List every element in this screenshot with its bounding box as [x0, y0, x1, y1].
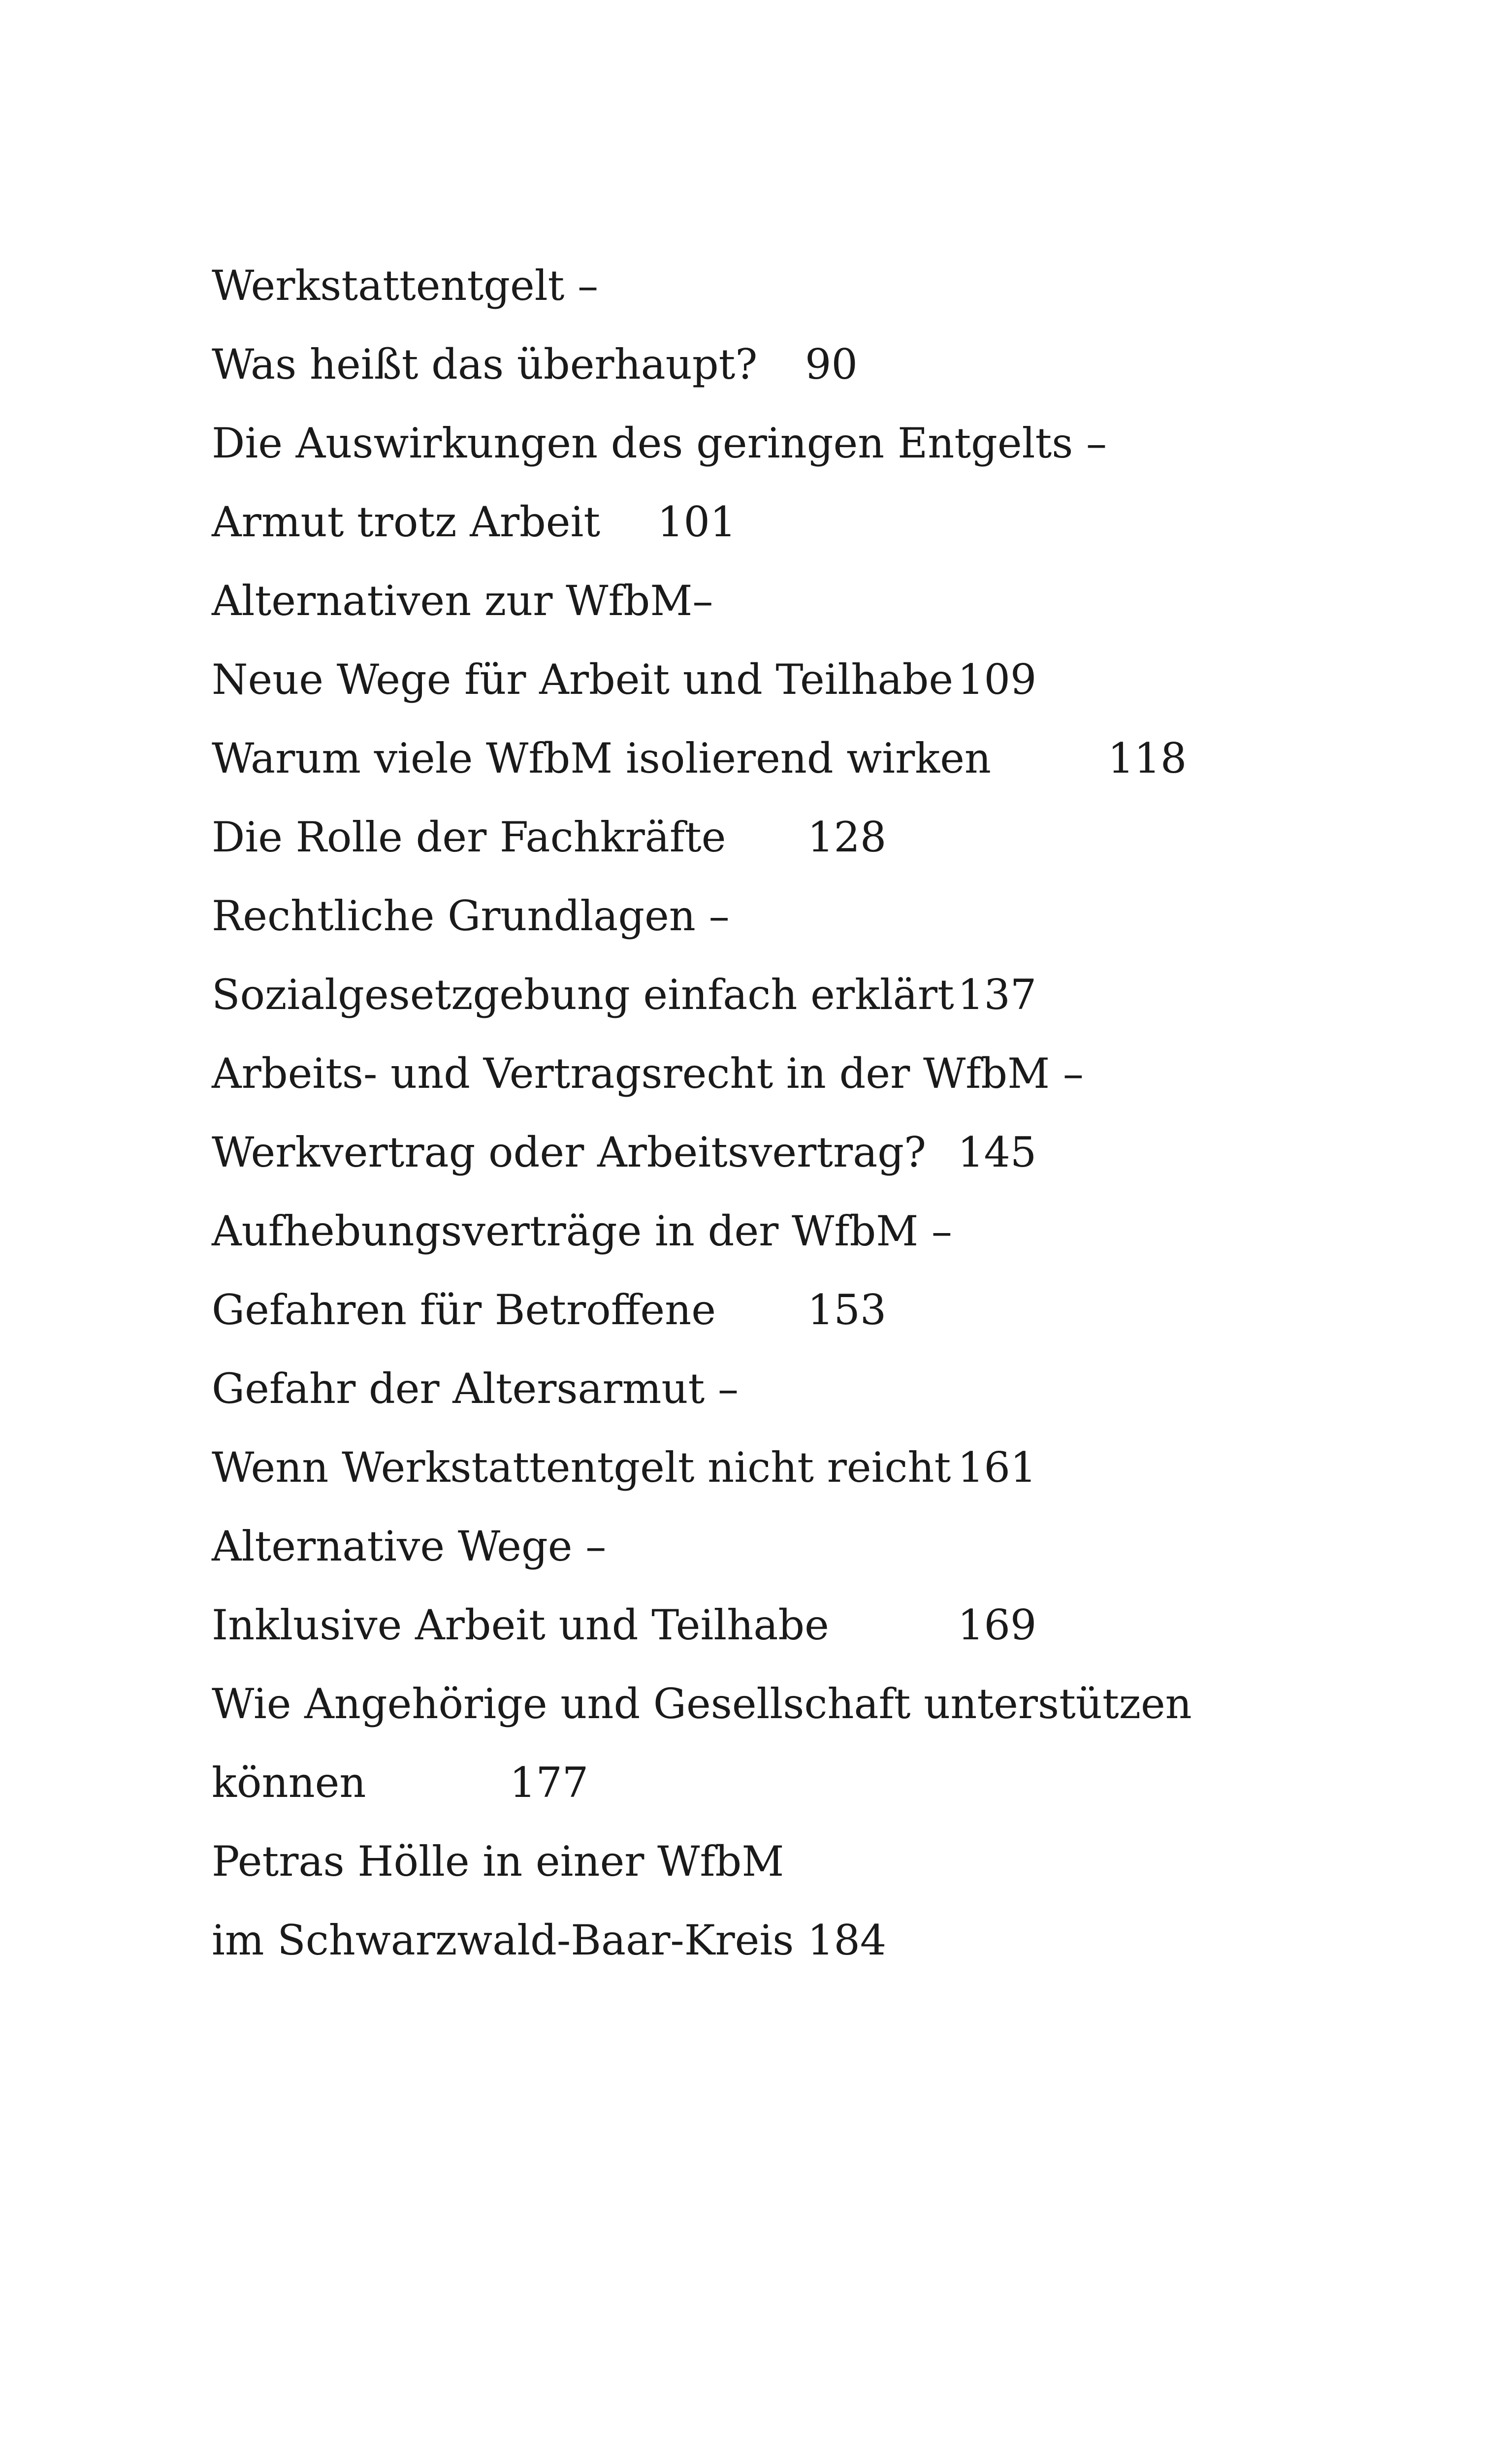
toc-line	[212, 561, 1344, 640]
toc-entry-title: Wie Angehörige und Gesellschaft unterstützen	[212, 1680, 1192, 1728]
toc-line	[212, 1901, 1344, 1980]
toc-line	[212, 325, 1344, 404]
toc-line	[212, 1349, 1344, 1428]
toc-entry-title: Gefahren für Betroffene	[212, 1286, 716, 1334]
toc-line	[212, 955, 1344, 1034]
toc-line	[212, 483, 1344, 561]
toc-entry-title: Neue Wege für Arbeit und Teilhabe	[212, 655, 954, 704]
toc-entry-title: Inklusive Arbeit und Teilhabe	[212, 1601, 829, 1649]
toc-line	[212, 246, 1344, 325]
toc-entry-title: Rechtliche Grundlagen –	[212, 892, 730, 940]
toc-entry-title: Wenn Werkstattentgelt nicht reicht	[212, 1443, 951, 1492]
toc-entry-title: Armut trotz Arbeit	[212, 498, 601, 546]
toc-entry-title: können	[212, 1759, 366, 1807]
toc-entry-title: Werkstattentgelt –	[212, 261, 599, 310]
toc-line	[212, 1192, 1344, 1270]
toc-page-number: 145	[958, 1128, 1037, 1176]
toc-line	[212, 1664, 1344, 1743]
table-of-contents	[212, 246, 1344, 1980]
toc-line	[212, 1743, 1344, 1822]
toc-line	[212, 1586, 1344, 1664]
toc-entry-title: Alternative Wege –	[212, 1522, 607, 1570]
toc-line	[212, 404, 1344, 483]
toc-page-number: 161	[958, 1443, 1037, 1492]
toc-entry-title: Die Auswirkungen des geringen Entgelts –	[212, 419, 1107, 467]
toc-page-number: 177	[510, 1759, 589, 1807]
toc-page-number: 101	[657, 498, 737, 546]
toc-page-number: 90	[805, 340, 858, 389]
toc-line	[212, 640, 1344, 719]
toc-entry-title: Aufhebungsverträge in der WfbM –	[212, 1207, 952, 1255]
toc-entry-title: Alternativen zur WfbM–	[212, 577, 713, 625]
toc-entry-title: Warum viele WfbM isolierend wirken	[212, 734, 991, 782]
toc-line	[212, 1822, 1344, 1901]
toc-line	[212, 1507, 1344, 1586]
toc-entry-title: im Schwarzwald-Baar-Kreis	[212, 1916, 794, 1964]
toc-entry-title: Werkvertrag oder Arbeitsvertrag?	[212, 1128, 927, 1176]
toc-entry-title: Was heißt das überhaupt?	[212, 340, 758, 389]
toc-page-number: 137	[958, 971, 1037, 1019]
toc-line	[212, 1113, 1344, 1192]
toc-entry-title: Sozialgesetzgebung einfach erklärt	[212, 971, 954, 1019]
toc-entry-title: Petras Hölle in einer WfbM	[212, 1837, 784, 1886]
toc-line	[212, 1270, 1344, 1349]
toc-page-number: 169	[958, 1601, 1037, 1649]
toc-page-number: 184	[807, 1916, 887, 1964]
toc-line	[212, 798, 1344, 877]
toc-line	[212, 1034, 1344, 1113]
toc-entry-title: Gefahr der Altersarmut –	[212, 1365, 739, 1413]
toc-entry-title: Die Rolle der Fachkräfte	[212, 813, 726, 861]
toc-entry-title: Arbeits- und Vertragsrecht in der WfbM –	[212, 1049, 1084, 1098]
toc-line	[212, 877, 1344, 955]
toc-page-number: 118	[1108, 734, 1187, 782]
toc-line	[212, 719, 1344, 798]
toc-page-number: 109	[958, 655, 1037, 704]
toc-page-number: 128	[807, 813, 887, 861]
toc-line	[212, 1428, 1344, 1507]
toc-page-number: 153	[807, 1286, 887, 1334]
